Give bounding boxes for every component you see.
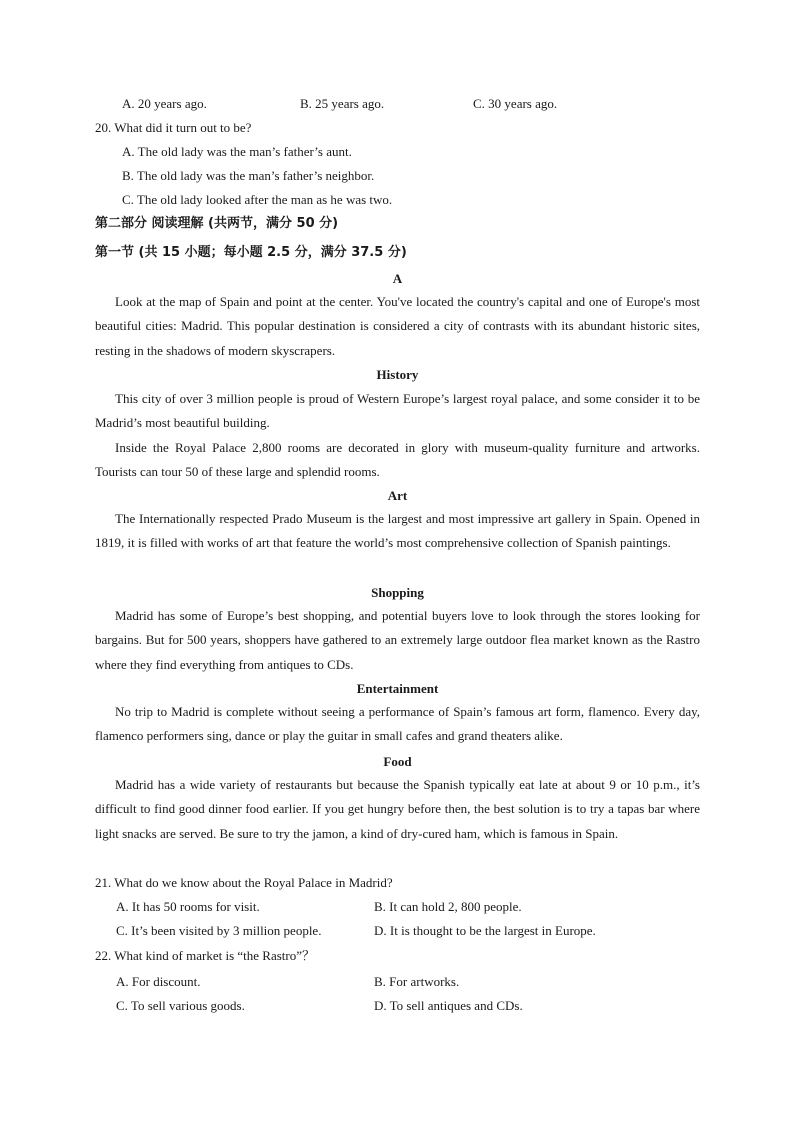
shopping-heading: Shopping xyxy=(371,585,424,600)
q19-option-c: C. 30 years ago. xyxy=(473,96,558,111)
art-heading: Art xyxy=(387,488,408,503)
part2-heading: 第二部分 阅读理解 (共两节，满分 50 分) xyxy=(95,216,339,231)
q20-stem: 20. What did it turn out to be? xyxy=(95,120,252,135)
history-paragraph-2: Inside the Royal Palace 2,800 rooms are decorated in glory with museum-quality furniture and artworks. Tourists can tour 50 of these large and splendid rooms. xyxy=(95,439,700,479)
q19-option-b: B. 25 years ago. xyxy=(300,96,385,111)
entertainment-section xyxy=(95,700,700,749)
q22-option-d: D. To sell antiques and CDs. xyxy=(374,998,523,1013)
q22-option-c: C. To sell various goods. xyxy=(116,998,245,1013)
history-paragraph-1: This city of over 3 million people is proud of Western Europe’s largest royal palace, and some consider it to be Madrid’s most beautiful building. xyxy=(95,391,700,431)
q21-option-b: B. It can hold 2, 800 people. xyxy=(374,899,522,914)
q21-option-d: D. It is thought to be the largest in Europe. xyxy=(374,923,596,938)
food-section xyxy=(95,773,700,846)
q22-option-a: A. For discount. xyxy=(116,974,201,989)
shopping-paragraph: Madrid has some of Europe’s best shopping, and potential buyers love to look through the stores looking for bargains. But for 500 years, shoppers have gathered to an extremely large outdoor flea market known as the Rastro where they find everything from antiques to CDs. xyxy=(95,608,700,672)
food-paragraph: Madrid has a wide variety of restaurants but because the Spanish typically eat late at about 9 or 10 p.m., it’s difficult to find good dinner food earlier. If you get hungry before then, the best solution is to try a tapas bar where light snacks are served. Be sure to try the jamon, a kind of dry-cured ham, which is famous in Spain. xyxy=(95,777,700,841)
q22-stem: 22. What kind of market is “the Rastro”？ xyxy=(95,948,315,963)
q21-option-c: C. It’s been visited by 3 million people. xyxy=(116,923,322,938)
intro-text: Look at the map of Spain and point at the center. You've located the country's capital and one of Europe's most beautiful cities: Madrid. This popular destination is considered a city of contrasts with its abundant historic sites, resting in the shadows of modern skyscrapers. xyxy=(95,294,700,358)
entertainment-paragraph: No trip to Madrid is complete without seeing a performance of Spain’s famous art form, flamenco. Every day, flamenco performers sing, dance or play the guitar in small cafes and grand theaters alike. xyxy=(95,704,700,744)
q21-stem: 21. What do we know about the Royal Palace in Madrid? xyxy=(95,875,393,890)
q20-option-c: C. The old lady looked after the man as he was two. xyxy=(122,192,393,207)
section1-heading: 第一节 (共 15 小题；每小题 2.5 分，满分 37.5 分) xyxy=(95,245,407,260)
intro-paragraph xyxy=(95,290,700,363)
history-heading: History xyxy=(376,367,419,382)
food-heading: Food xyxy=(383,754,412,769)
q22-option-b: B. For artworks. xyxy=(374,974,460,989)
history-section xyxy=(95,387,700,484)
q20-option-a: A. The old lady was the man’s father’s aunt. xyxy=(122,144,352,159)
passage-label: A xyxy=(392,271,403,286)
q19-option-a: A. 20 years ago. xyxy=(122,96,207,111)
entertainment-heading: Entertainment xyxy=(356,681,439,696)
art-paragraph: The Internationally respected Prado Museum is the largest and most impressive art gallery in Spain. Opened in 1819, it is filled with works of art that feature the world’s most comprehensive collection of Spanish paintings. xyxy=(95,511,700,551)
shopping-section xyxy=(95,604,700,677)
q21-option-a: A. It has 50 rooms for visit. xyxy=(116,899,260,914)
art-section xyxy=(95,507,700,556)
q20-option-b: B. The old lady was the man’s father’s neighbor. xyxy=(122,168,375,183)
